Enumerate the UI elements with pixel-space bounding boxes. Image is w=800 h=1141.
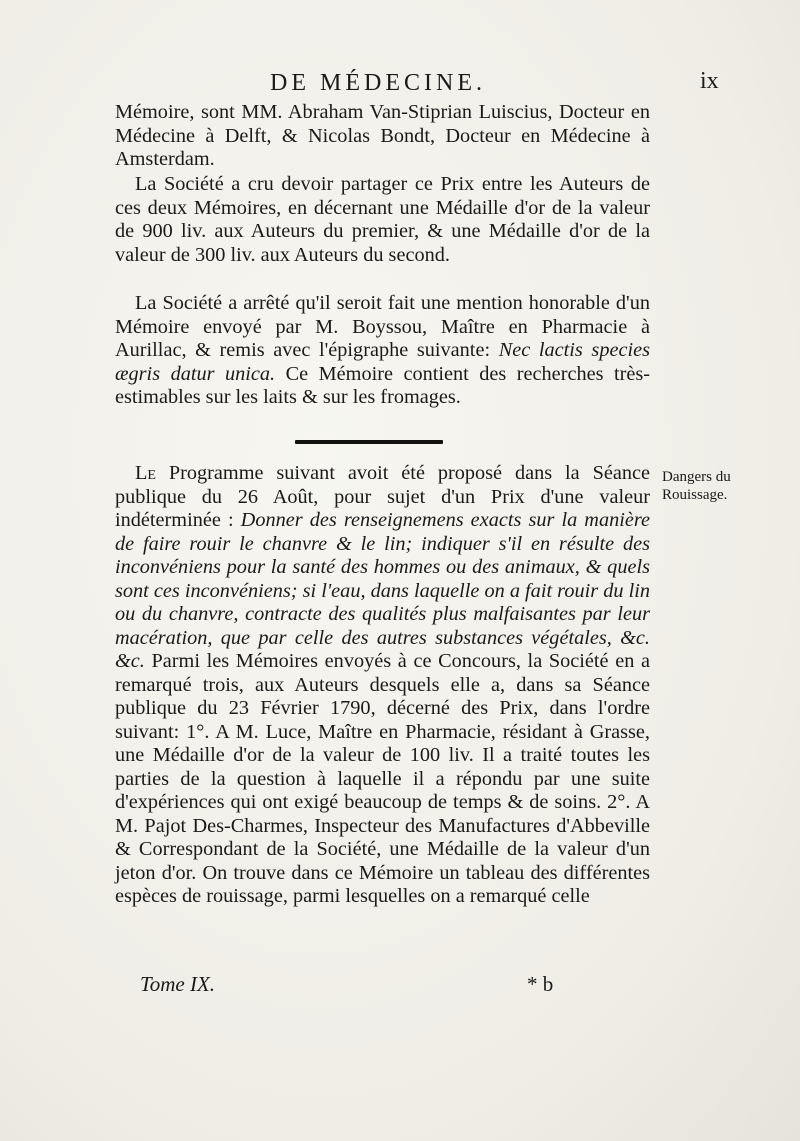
program-results: Parmi les Mémoires envoyés à ce Concours, la Société en a remarqué trois, aux Auteurs desquels elle a, dans sa Séance publique du 23 Février 1790, décerné des Prix, dans l'ordre suivant: 1°. A M. Luce, Maître en Pharmacie, résidant à Grasse, une Médaille d'or de la valeur de 100 liv. Il a traité toutes les parties de la question à laquelle il a répondu par une suite d'expériences qui ont exigé beaucoup de temps & de soins. 2°. A M. Pajot Des-Charmes, Inspecteur des Manufactures d'Abbeville & Correspondant de la Société, une Médaille de la valeur d'un jeton d'or. On trouve dans ce Mémoire un tableau des différentes espèces de rouissage, parmi lesquelles on a remarqué celle bbox=[115, 650, 650, 907]
lead-word: Le bbox=[135, 462, 156, 484]
honorable-mention-text-end: Ce Mémoire contient des recherches très-estimables sur les laits & sur les fromages. bbox=[115, 362, 650, 408]
epigraph: Nec lactis species ægris datur unica. bbox=[115, 339, 651, 385]
prize-question: Donner des renseignemens exacts sur la manière de faire rouir le chanvre & le lin; indiquer s'il en résulte des inconvéniens pour la santé des hommes ou des animaux, & quels sont ces inconvéniens; si l'eau, dans laquelle on a fait rouir du lin ou du chanvre, contracte des qualités plus malfaisantes par leur macération, que par celle des autres substances végétales, &c. &c. bbox=[115, 509, 651, 672]
paragraph-honorable-mention bbox=[115, 292, 650, 410]
program-intro: Programme suivant avoit été proposé dans la Séance publique du 26 Août, pour sujet d'un Prix d'une valeur indéterminée : bbox=[115, 462, 650, 531]
volume-signature: Tome IX. bbox=[140, 972, 216, 996]
running-title: DE MÉDECINE. bbox=[270, 70, 486, 96]
section-divider bbox=[295, 440, 443, 444]
paragraph-prize-division: La Société a cru devoir partager ce Prix entre les Auteurs de ces deux Mémoires, en décernant une Médaille d'or de la valeur de 900 liv. aux Auteurs du premier, & une Médaille d'or de la valeur de 300 liv. aux Auteurs du second. bbox=[115, 173, 650, 266]
page-number: ix bbox=[700, 68, 719, 94]
paragraph-continuation: Mémoire, sont MM. Abraham Van-Stiprian Luiscius, Docteur en Médecine à Delft, & Nicolas Bondt, Docteur en Médecine à Amsterdam. bbox=[115, 101, 650, 170]
margin-note: Dangers du Rouissage. bbox=[662, 469, 731, 503]
honorable-mention-text: La Société a arrêté qu'il seroit fait une mention honorable d'un Mémoire envoyé par M. Boyssou, Maître en Pharmacie à Aurillac, & remis avec l'épigraphe suivante: bbox=[115, 292, 650, 361]
paragraph-rouissage-program bbox=[115, 462, 650, 909]
gathering-signature: * b bbox=[527, 972, 554, 996]
